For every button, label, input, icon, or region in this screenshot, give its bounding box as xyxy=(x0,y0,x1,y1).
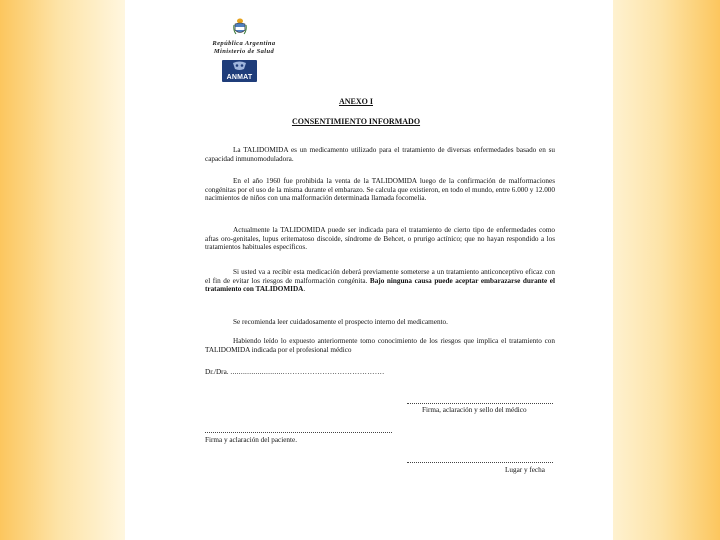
paragraph-intro: La TALIDOMIDA es un medicamento utilizado para el tratamiento de diversas enfermedades basado en su capacidad inmunomoduladora. xyxy=(205,146,555,163)
document-page xyxy=(125,0,613,540)
org-name-line2: Ministerio de Salud xyxy=(213,48,275,55)
contraception-text: Si usted va a recibir esta medicación deberá previamente someterse a un tratamiento anticonceptivo eficaz con el fin de evitar los riesgos de malformación congénita. xyxy=(205,268,555,285)
annex-title: ANEXO I xyxy=(338,97,373,106)
org-name-line1: República Argentina xyxy=(212,40,276,47)
patient-signature-label: Firma y aclaración del paciente. xyxy=(205,436,297,444)
paragraph-indications: Actualmente la TALIDOMIDA puede ser indicada para el tratamiento de cierto tipo de enfermedades como aftas oro-genitales, lupus eritematoso discoide, síndrome de Behcet, o prurigo actínico; que no hayan respondido a los tratamientos habituales específicos. xyxy=(205,226,555,252)
doctor-signature-label: Firma, aclaración y sello del médico xyxy=(422,406,527,414)
place-date-line xyxy=(407,462,553,463)
consent-title: CONSENTIMIENTO INFORMADO xyxy=(291,117,421,126)
paragraph-acknowledgement: Habiendo leído lo expuesto anteriormente tomo conocimiento de los riesgos que implica el tratamiento con TALIDOMIDA indicada por el profesional médico xyxy=(205,337,555,354)
doctor-name-blank: ..........................…………………………………. xyxy=(230,368,385,376)
contraception-end: . xyxy=(303,285,306,294)
coat-of-arms-icon xyxy=(233,18,247,36)
paragraph-contraception xyxy=(205,268,555,294)
doctor-signature-line xyxy=(407,403,553,404)
doctor-label: Dr./Dra. xyxy=(205,368,229,376)
doctor-field xyxy=(205,368,384,376)
anmat-emblem-icon xyxy=(232,61,247,71)
place-date-label: Lugar y fecha xyxy=(505,466,545,474)
paragraph-history: En el año 1960 fue prohibida la venta de la TALIDOMIDA luego de la confirmación de malformaciones congénitas por el uso de la misma durante el embarazo. Se calcula que existieron, en todo el mundo, entre 6.000 y 12.000 nacimientos de niños con una malformación determinada llamada focomelia. xyxy=(205,177,555,203)
patient-signature-line xyxy=(205,432,392,433)
anmat-logo xyxy=(222,60,257,82)
contraception-warning: Bajo ninguna causa puede aceptar embarazarse durante el tratamiento con TALIDOMIDA xyxy=(205,276,555,294)
anmat-badge-label: ANMAT xyxy=(226,74,253,81)
paragraph-leaflet: Se recomienda leer cuidadosamente el prospecto interno del medicamento. xyxy=(233,318,448,326)
